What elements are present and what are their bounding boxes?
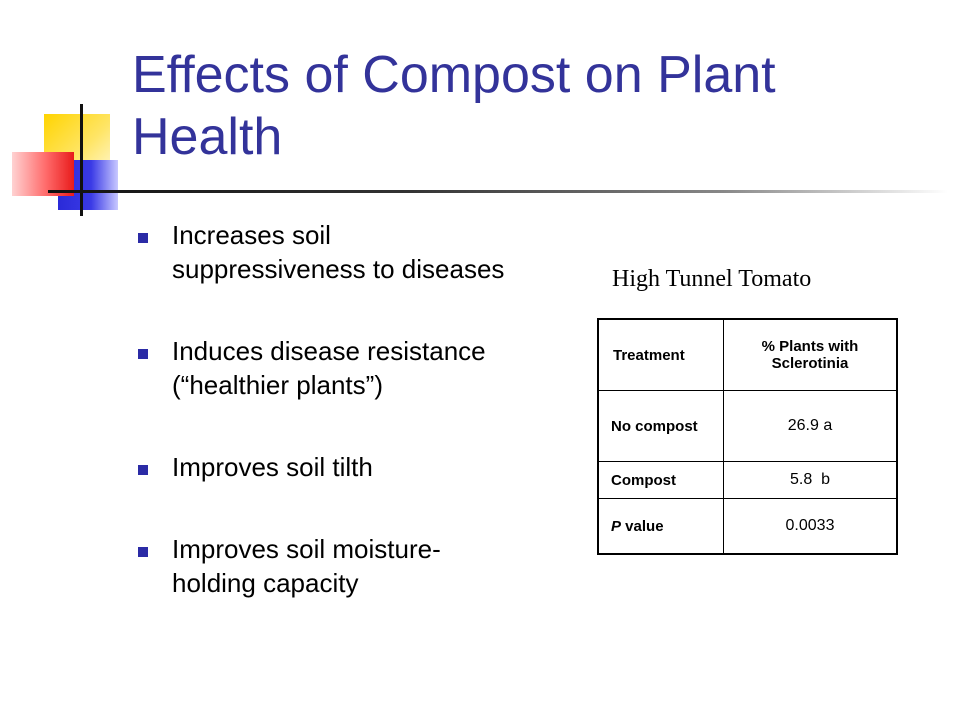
bullet-text: Increases soil suppressiveness to diseases: [172, 220, 505, 284]
table-row: [598, 462, 897, 499]
bullet-item: [134, 218, 524, 286]
bullet-item: [134, 450, 524, 484]
decorative-vertical-line: [80, 104, 83, 216]
bullet-list: [134, 218, 524, 600]
results-table: [597, 318, 898, 555]
bullet-item: [134, 532, 524, 600]
row-label-suffix: value: [621, 517, 664, 535]
row-value: 5.8 b: [724, 462, 898, 499]
table-header-row: [598, 319, 897, 391]
table-row: [598, 499, 897, 555]
row-label: Compost: [598, 462, 724, 499]
bullet-text: Improves soil moisture-holding capacity: [172, 534, 441, 598]
square-bullet-icon: [138, 233, 148, 243]
square-bullet-icon: [138, 465, 148, 475]
row-label-italic-prefix: P: [611, 517, 622, 535]
row-value: 0.0033: [724, 499, 898, 555]
title-underline-divider: [48, 190, 948, 193]
row-label: [598, 499, 724, 555]
table-row: [598, 391, 897, 462]
slide-title: Effects of Compost on Plant Health: [132, 46, 776, 166]
bullet-text: Improves soil tilth: [172, 452, 373, 482]
row-value: 26.9 a: [724, 391, 898, 462]
square-bullet-icon: [138, 547, 148, 557]
header-treatment: Treatment: [598, 319, 724, 391]
table-caption: High Tunnel Tomato: [612, 266, 812, 292]
bullet-text: Induces disease resistance (“healthier plants”): [172, 336, 486, 400]
square-bullet-icon: [138, 349, 148, 359]
row-label: No compost: [598, 391, 724, 462]
header-percent-sclerotinia: % Plants with Sclerotinia: [724, 319, 898, 391]
bullet-item: [134, 334, 524, 402]
